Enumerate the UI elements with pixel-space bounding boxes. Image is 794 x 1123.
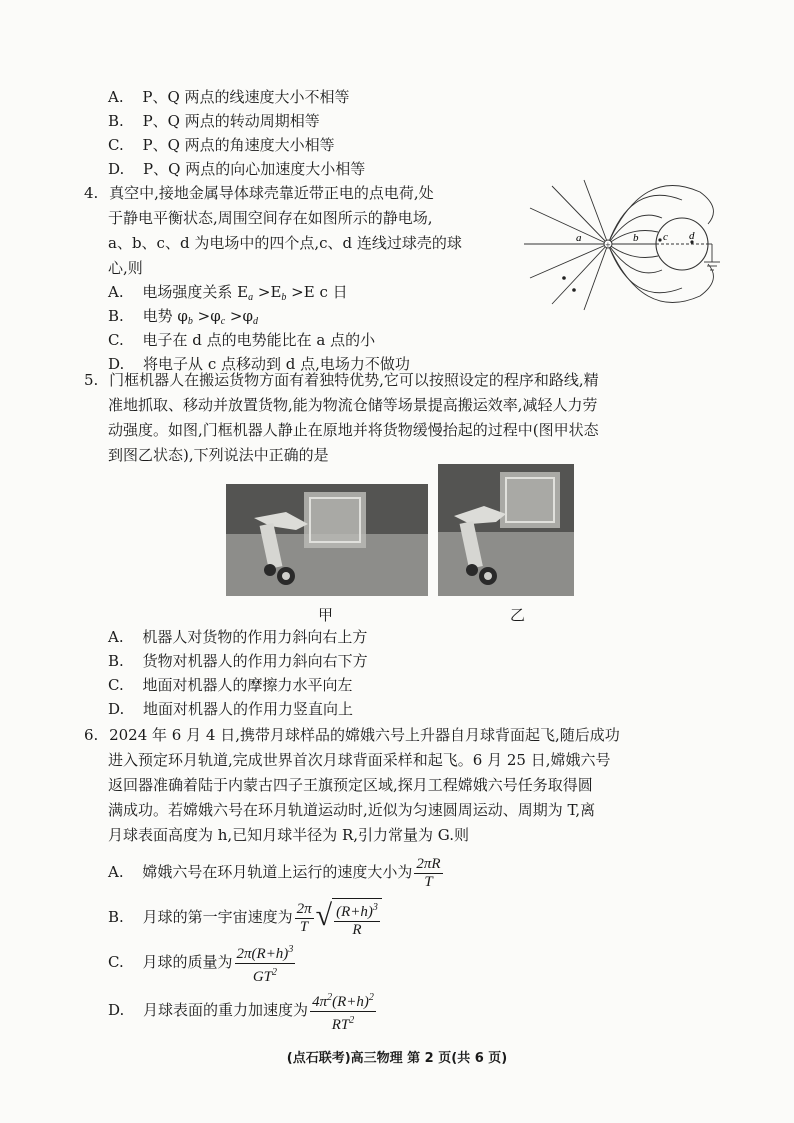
svg-text:+: +: [605, 241, 611, 249]
option-text: [142, 283, 347, 301]
radical-sign: √: [315, 898, 333, 932]
option-label: C.: [108, 953, 124, 971]
option-label: D.: [108, 1001, 125, 1019]
fraction-numerator: [310, 989, 376, 1012]
fraction: [414, 856, 442, 891]
option-text-part: >φ: [225, 307, 253, 325]
option-label: B.: [108, 652, 124, 670]
option-label: D.: [108, 700, 125, 718]
option-text: 将电子从 c 点移动到 d 点,电场力不做功: [143, 355, 410, 373]
fraction: [295, 901, 314, 936]
subscript: b: [281, 292, 287, 303]
option-text: 机器人对货物的作用力斜向右上方: [142, 628, 368, 646]
option-text: 月球表面的重力加速度为: [143, 1001, 309, 1019]
q5-option-d: [108, 698, 353, 720]
option-text: 电子在 d 点的电势能比在 a 点的小: [142, 331, 376, 349]
option-text: 地面对机器人的作用力竖直向上: [143, 700, 354, 718]
option-text: P、Q 两点的角速度大小相等: [142, 136, 335, 154]
q6-stem-line: 满成功。若嫦娥六号在环月轨道运动时,近似为匀速圆周运动、周期为 T,离: [108, 801, 596, 819]
option-label: A.: [108, 628, 124, 646]
figure-caption-yi: 乙: [510, 606, 526, 624]
option-label: C.: [108, 331, 124, 349]
fraction-denominator: [330, 1012, 357, 1034]
question-text: 门框机器人在搬运货物方面有着独特优势,它可以按照设定的程序和路线,精: [109, 371, 599, 389]
q3-option-a: [108, 86, 350, 108]
fraction-denominator: T: [299, 918, 309, 935]
fraction-numerator: 2π: [296, 900, 312, 917]
electric-field-diagram: [522, 178, 722, 318]
q6-option-a: [108, 852, 445, 892]
radicand-numerator: (R+h): [336, 903, 373, 920]
option-label: C.: [108, 136, 124, 154]
fraction-denominator: R: [352, 921, 362, 938]
option-label: D.: [108, 355, 125, 373]
option-label: B.: [108, 307, 124, 325]
label-d: d: [689, 230, 695, 242]
robot-photo-jia: [226, 484, 428, 596]
option-label: A.: [108, 88, 124, 106]
option-text-part: >E: [253, 283, 282, 301]
option-text-part: 电势 φ: [142, 307, 188, 325]
option-text-part: >φ: [192, 307, 221, 325]
option-text-part: 电场强度关系 E: [142, 283, 249, 301]
q4-stem-line: 心,则: [108, 259, 143, 277]
fraction: [310, 989, 376, 1034]
option-text: 货物对机器人的作用力斜向右下方: [142, 652, 368, 670]
option-label: B.: [108, 112, 124, 130]
q3-option-c: [108, 134, 335, 156]
q5-stem-line: 到图乙状态),下列说法中正确的是: [108, 446, 329, 464]
option-text: P、Q 两点的转动周期相等: [142, 112, 320, 130]
exponent: 3: [288, 943, 294, 955]
exponent: 2: [327, 991, 333, 1003]
denominator-text: RT: [331, 1016, 350, 1033]
q5-stem-line: [84, 369, 599, 391]
numerator-text: 4π: [312, 993, 328, 1010]
q6-stem-line: 进入预定环月轨道,完成世界首次月球背面采样和起飞。6 月 25 日,嫦娥六号: [108, 751, 611, 769]
option-text: 月球的第一宇宙速度为: [142, 908, 293, 926]
option-text: 月球的质量为: [142, 953, 233, 971]
option-label: A.: [108, 863, 124, 881]
q5-option-c: [108, 674, 353, 696]
option-text: P、Q 两点的向心加速度大小相等: [143, 160, 366, 178]
q4-stem-line: 于静电平衡状态,周围空间存在如图所示的静电场,: [108, 209, 433, 227]
question-text: 2024 年 6 月 4 日,携带月球样品的嫦娥六号上升器自月球背面起飞,随后成功: [109, 726, 620, 744]
fraction-numerator: [334, 899, 380, 922]
subscript: b: [187, 316, 193, 327]
option-text-part: >E c 日: [286, 283, 348, 301]
denominator-text: GT: [252, 968, 272, 985]
numerator-text: (R+h): [332, 993, 369, 1010]
q5-stem-line: 动强度。如图,门框机器人静止在原地并将货物缓慢抬起的过程中(图甲状态: [108, 421, 599, 439]
label-b: b: [633, 232, 639, 244]
exponent: 2: [368, 991, 374, 1003]
subscript: d: [253, 316, 258, 327]
q6-stem-line: [84, 724, 620, 746]
numerator-text: 2π(R+h): [236, 945, 289, 962]
q4-stem-line: [84, 182, 434, 204]
q5-option-b: [108, 650, 368, 672]
fraction-denominator: T: [424, 873, 433, 890]
q6-option-c: [108, 940, 297, 986]
q6-option-b: [108, 894, 382, 940]
square-root: [316, 898, 382, 939]
option-label: C.: [108, 676, 124, 694]
subscript: a: [248, 292, 254, 303]
fraction-numerator: [235, 941, 296, 964]
fraction-numerator: 2πR: [416, 855, 441, 872]
subscript: c: [220, 316, 226, 327]
figure-caption-jia: 甲: [318, 606, 334, 624]
q3-option-b: [108, 110, 320, 132]
q5-stem-line: 准地抓取、移动并放置货物,能为物流仓储等场景提高搬运效率,减轻人力劳: [108, 396, 598, 414]
q6-stem-line: 返回器准确着陆于内蒙古四子王旗预定区域,探月工程嫦娥六号任务取得圆: [108, 776, 593, 794]
option-label: D.: [108, 160, 125, 178]
option-text: [143, 307, 258, 325]
question-number: 5.: [84, 371, 99, 389]
page-footer: (点石联考)高三物理 第 2 页(共 6 页): [286, 1051, 508, 1066]
question-number: 4.: [84, 184, 99, 202]
exponent: 2: [272, 966, 277, 978]
option-text: 嫦娥六号在环月轨道上运行的速度大小为: [142, 863, 413, 881]
robot-photo-yi: [438, 464, 574, 596]
exponent: 2: [349, 1014, 355, 1026]
exponent: 3: [372, 901, 378, 913]
option-text: 地面对机器人的摩擦力水平向左: [142, 676, 353, 694]
q5-option-a: [108, 626, 367, 648]
fraction: [235, 941, 296, 986]
q4-option-c: [108, 329, 375, 351]
fraction-denominator: [251, 964, 279, 986]
option-label: B.: [108, 908, 124, 926]
q3-option-d: [108, 158, 365, 180]
q4-stem-line: a、b、c、d 为电场中的四个点,c、d 连线过球壳的球: [108, 234, 462, 252]
q6-option-d: [108, 988, 378, 1034]
fraction: [334, 899, 380, 939]
q6-stem-line: 月球表面高度为 h,已知月球半径为 R,引力常量为 G.则: [108, 826, 470, 844]
label-a: a: [576, 232, 582, 244]
question-number: 6.: [84, 726, 99, 744]
option-text: P、Q 两点的线速度大小不相等: [142, 88, 350, 106]
label-c: c: [663, 231, 668, 243]
option-label: A.: [108, 283, 124, 301]
question-text: 真空中,接地金属导体球壳靠近带正电的点电荷,处: [109, 184, 434, 202]
